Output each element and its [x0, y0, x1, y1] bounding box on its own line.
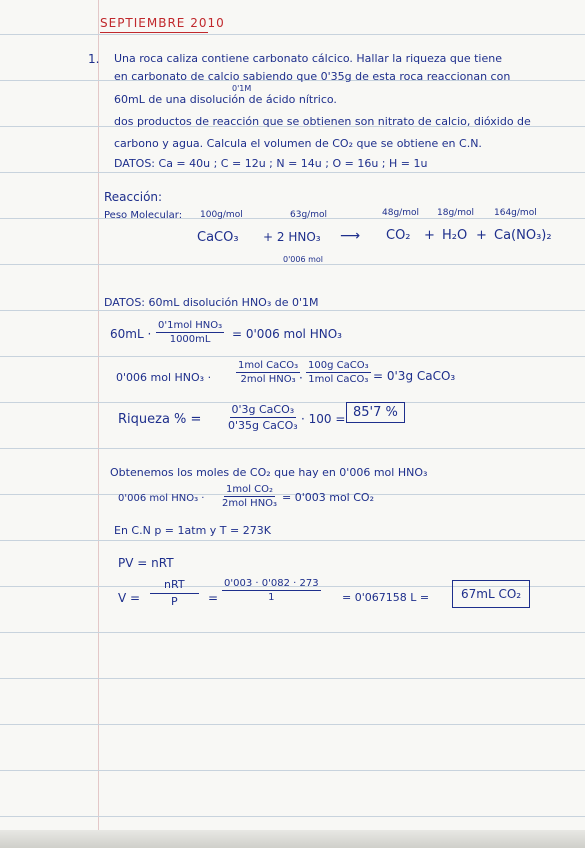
calc1-lead: 60mL ·: [110, 327, 152, 341]
gas-f2-denominator: 1: [268, 592, 275, 603]
gas-f2-numerator: 0'003 · 0'082 · 273: [224, 578, 319, 589]
moles-under-hno3: 0'006 mol: [283, 255, 324, 264]
mw-caco3: 100g/mol: [200, 210, 243, 220]
gas-equals: =: [208, 591, 219, 605]
margin-line: [98, 0, 99, 848]
volume-lead: V =: [118, 591, 141, 605]
reactant-caco3: CaCO₃: [197, 230, 239, 245]
calc3-denominator: 0'35g CaCO₃: [228, 419, 298, 432]
rule-line: [0, 540, 585, 541]
calc2-lead: 0'006 mol HNO₃ ·: [116, 371, 212, 384]
problem-number: 1.: [88, 52, 100, 66]
mw-hno3: 63g/mol: [290, 210, 327, 220]
calc2-result: = 0'3g CaCO₃: [373, 369, 456, 383]
gas-result: = 0'067158 L =: [342, 591, 430, 604]
plus-sign: +: [424, 228, 435, 243]
product-co2: CO₂: [386, 228, 411, 243]
calc2-fraction-1: [236, 360, 300, 385]
answer-volume: 67mL CO₂: [452, 580, 530, 608]
co2-intro: Obtenemos los moles de CO₂ que hay en 0'006 mol HNO₃: [110, 466, 428, 479]
rule-line: [0, 34, 585, 35]
calc1-fraction: [156, 320, 224, 345]
page-edge-shadow: [0, 830, 585, 848]
reaction-heading: Reacción:: [104, 190, 163, 204]
rule-line: [0, 770, 585, 771]
standard-conditions: En C.N p = 1atm y T = 273K: [114, 524, 271, 537]
reaction-arrow: ⟶: [340, 228, 361, 244]
calc2-dot: ·: [299, 371, 303, 385]
co2-fraction: [220, 484, 279, 509]
rule-line: [0, 264, 585, 265]
rule-line: [0, 172, 585, 173]
problem-line-3: 60mL de una disolución de ácido nítrico.: [114, 93, 337, 106]
gas-f1-numerator: nRT: [150, 578, 199, 594]
calc1-result: = 0'006 mol HNO₃: [232, 327, 342, 341]
reactant-hno3: + 2 HNO₃: [263, 230, 321, 244]
co2-result: = 0'003 mol CO₂: [282, 491, 374, 504]
mw-h2o: 18g/mol: [437, 208, 474, 218]
co2-lead: 0'006 mol HNO₃ ·: [118, 493, 205, 504]
rule-line: [0, 724, 585, 725]
problem-line-1: Una roca caliza contiene carbonato cálcico. Hallar la riqueza que tiene: [114, 52, 502, 65]
calc3-lead: Riqueza % =: [118, 412, 202, 427]
calc1-numerator: 0'1mol HNO₃: [158, 320, 223, 331]
rule-line: [0, 448, 585, 449]
gas-f1-denominator: P: [170, 595, 178, 608]
gas-fraction-2: [222, 578, 321, 603]
problem-line-5: carbono y agua. Calcula el volumen de CO₂ que se obtiene en C.N.: [114, 137, 482, 150]
product-ca-no3-2: Ca(NO₃)₂: [494, 228, 552, 243]
calc2-fraction-2: [306, 360, 371, 385]
rule-line: [0, 816, 585, 817]
problem-line-4: dos productos de reacción que se obtienen son nitrato de calcio, dióxido de: [114, 115, 531, 128]
rule-line: [0, 678, 585, 679]
calc3-fraction: [226, 403, 300, 432]
mw-co2: 48g/mol: [382, 208, 419, 218]
ideal-gas-law: PV = nRT: [118, 556, 174, 570]
answer-purity: 85'7 %: [346, 402, 405, 423]
calc2-f1-denominator: 2mol HNO₃: [240, 374, 296, 385]
calc3-numerator: 0'3g CaCO₃: [231, 403, 295, 416]
molecular-weight-label: Peso Molecular:: [104, 210, 183, 221]
calc2-f1-numerator: 1mol CaCO₃: [238, 360, 299, 371]
co2-denominator: 2mol HNO₃: [222, 498, 278, 509]
page-date: SEPTIEMBRE 2010: [100, 16, 225, 30]
gas-fraction-1: [150, 578, 199, 608]
calc1-denominator: 1000mL: [169, 334, 211, 345]
product-h2o: H₂O: [442, 228, 468, 243]
mw-ca-no3-2: 164g/mol: [494, 208, 537, 218]
calc3-mult: · 100 =: [301, 412, 346, 426]
rule-line: [0, 632, 585, 633]
plus-sign: +: [476, 228, 487, 243]
calc2-f2-denominator: 1mol CaCO₃: [308, 374, 369, 385]
rule-line: [0, 356, 585, 357]
data-solution: DATOS: 60mL disolución HNO₃ de 0'1M: [104, 296, 319, 309]
problem-data: DATOS: Ca = 40u ; C = 12u ; N = 14u ; O = 16u ; H = 1u: [114, 157, 428, 170]
problem-line-2: en carbonato de calcio sabiendo que 0'35g de esta roca reaccionan con: [114, 70, 511, 83]
rule-line: [0, 310, 585, 311]
problem-insert: 0'1M: [232, 84, 252, 93]
co2-numerator: 1mol CO₂: [226, 484, 274, 495]
calc2-f2-numerator: 100g CaCO₃: [308, 360, 369, 371]
date-underline: [100, 32, 208, 33]
